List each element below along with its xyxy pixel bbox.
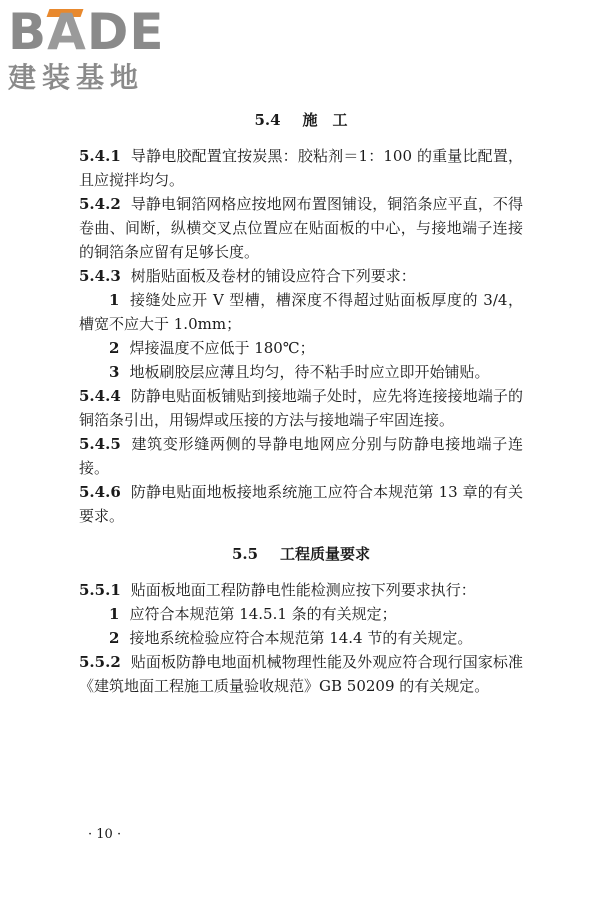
page-number: · 10 · xyxy=(88,827,122,842)
clause-5-4-5: 5.4.5 建筑变形缝两侧的导静电地网应分别与防静电接地端子连接。 xyxy=(79,435,523,477)
clause-5-4-4: 5.4.4 防静电贴面板铺贴到接地端子处时，应先将连接接地端子的铜箔条引出，用锡焊或压接的方法与接地端子牢固连接。 xyxy=(79,387,523,429)
document-body xyxy=(79,108,523,698)
list-item-5-5-1-2: 2 接地系统检验应符合本规范第 14.4 节的有关规定。 xyxy=(109,629,473,647)
clause-5-5-2: 5.5.2 贴面板防静电地面机械物理性能及外观应符合现行国家标准《建筑地面工程施工质量验收规范》GB 50209 的有关规定。 xyxy=(79,653,523,695)
list-item-5-4-3-3: 3 地板刷胶层应薄且均匀，待不粘手时应立即开始铺贴。 xyxy=(109,363,490,381)
section-title-5-5: 5.5 工程质量要求 xyxy=(231,545,371,563)
clause-5-4-1: 5.4.1 导静电胶配置宜按炭黑：胶粘剂＝1：100 的重量比配置，且应搅拌均匀。 xyxy=(79,147,523,189)
clause-5-4-3: 5.4.3 树脂贴面板及卷材的铺设应符合下列要求： xyxy=(79,267,416,285)
logo-wordmark: BADE xyxy=(8,3,165,61)
clause-5-4-2: 5.4.2 导静电铜箔网格应按地网布置图铺设，铜箔条应平直，不得卷曲、间断，纵横交叉点位置应在贴面板的中心，与接地端子连接的铜箔条应留有足够长度。 xyxy=(79,195,523,261)
clause-5-4-6: 5.4.6 防静电贴面地板接地系统施工应符合本规范第 13 章的有关要求。 xyxy=(79,483,523,525)
list-item-5-4-3-1: 1 接缝处应开 V 型槽，槽深度不得超过贴面板厚度的 3/4，槽宽不应大于 1.0mm； xyxy=(79,291,523,333)
section-title-5-4: 5.4 施 工 xyxy=(254,111,348,129)
list-item-5-5-1-1: 1 应符合本规范第 14.5.1 条的有关规定； xyxy=(109,605,397,623)
list-item-5-4-3-2: 2 焊接温度不应低于 180℃； xyxy=(109,339,315,357)
logo-chinese-name: 建装基地 xyxy=(8,61,145,94)
publisher-logo xyxy=(8,3,178,96)
clause-5-5-1: 5.5.1 贴面板地面工程防静电性能检测应按下列要求执行： xyxy=(79,581,476,599)
